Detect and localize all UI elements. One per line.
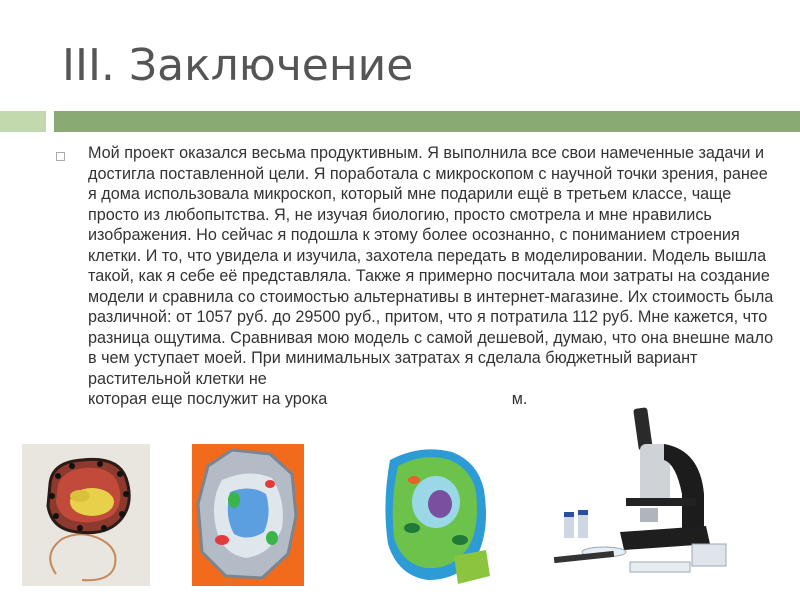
slide-title: III. Заключение (62, 40, 414, 91)
body-text: Мой проект оказался весьма продуктивным. Я выполнила все свои намеченные задачи и достигла поставленной цели. Я поработала с микроскопом с научной точки зрения, ранее я дома использовала микроскоп, который мне подарили ещё в третьем классе, чаще просто из любопытства. Я, не изучая биологию, просто смотрела и мне нравились изображения. Но сейчас я подошла к этому более осознанно, с пониманием строения клетки. И то, что увидела и изучила, захотела передать в моделировании. Модель вышла такой, как я себе её представляла. Также я примерно посчитала мои затраты на создание модели и сравнила со стоимостью альтернативы в интернет-магазине. Их стоимость была различной: от 1057 руб. до 29500 руб., притом, что я потратила 112 руб. Мне кажется, что разница ощутима. Сравнивая мою модель с самой дешевой, думаю, что она внешне мало в чем уступает моей. При минимальных затратах я сделала бюджетный вариант растительной клетки не (88, 144, 774, 388)
body-tail-end: м. (511, 390, 528, 408)
body-paragraph (88, 143, 776, 410)
microscope-kit-photo (544, 404, 744, 588)
title-underline-accent-light (0, 111, 46, 132)
body-tail: которая еще послужит на урока (88, 390, 328, 408)
handmade-cell-model-photo (22, 444, 150, 586)
3d-cell-model-photo (380, 444, 492, 586)
bullet-square-icon (56, 152, 65, 161)
title-underline-accent-dark (54, 111, 800, 132)
plastic-cell-model-photo (192, 444, 304, 586)
